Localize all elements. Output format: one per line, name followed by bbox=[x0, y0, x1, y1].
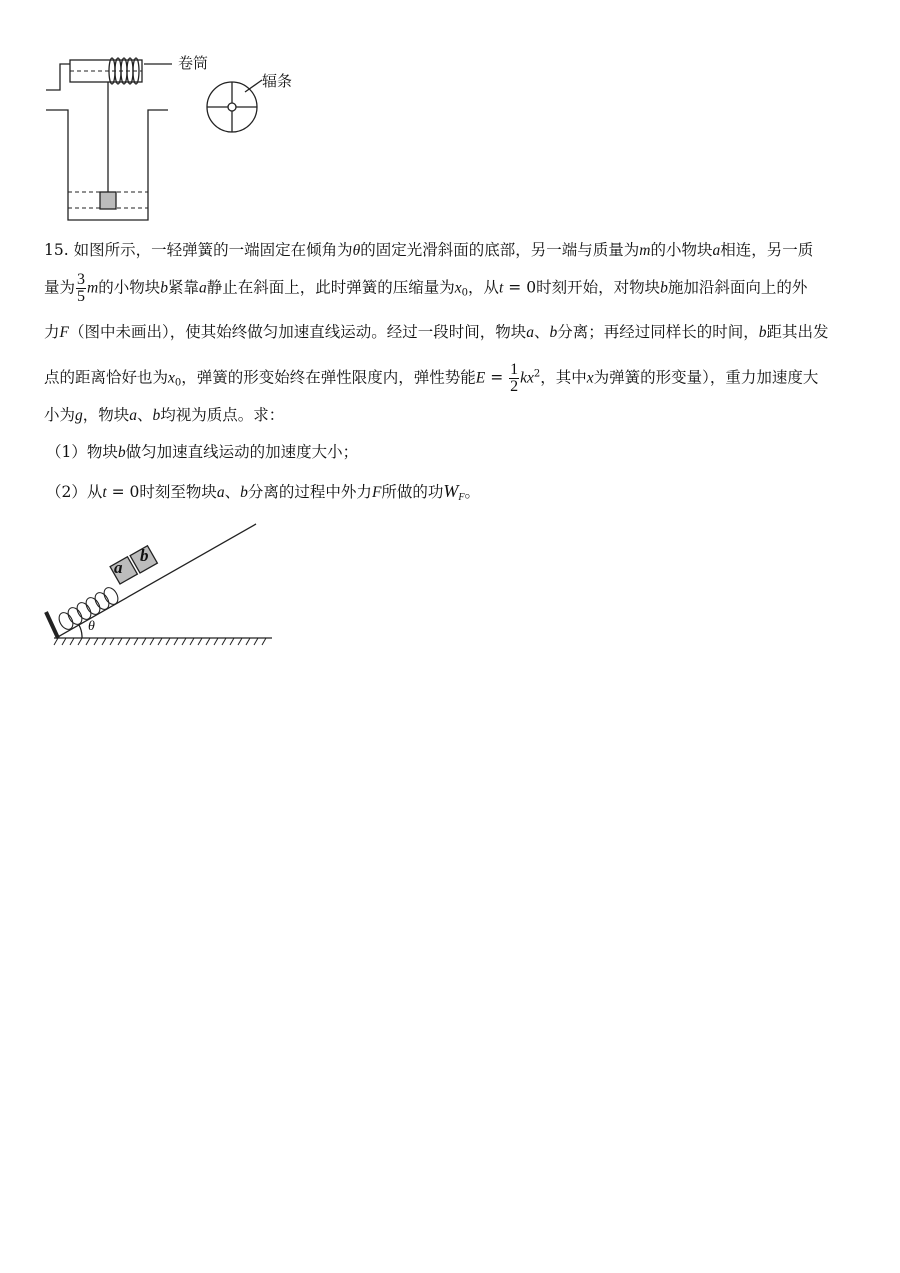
block-a-label: a bbox=[114, 558, 123, 577]
spoke-label: 辐条 bbox=[262, 72, 293, 90]
question-line-5: 小为g，物块a、b均视为质点。求： bbox=[44, 406, 285, 424]
bucket bbox=[100, 192, 116, 209]
sub-question-2: （2）从t = 0时刻至物块a、b分离的过程中外力F所做的功$W_F$。 bbox=[46, 481, 481, 503]
angle-theta-label: θ bbox=[88, 619, 95, 634]
left-support bbox=[46, 64, 70, 90]
fraction-3-5: $\frac{3}{5}$ bbox=[77, 271, 86, 305]
question-line-2: 量为 $\frac{3}{5}$ m的小物块b紧靠a静止在斜面上，此时弹簧的压缩量为$x_0$，从t = 0时刻开始，对物块b施加沿斜面向上的外 bbox=[44, 271, 808, 305]
question-line-3: 力F（图中未画出），使其始终做匀加速直线运动。经过一段时间，物块a、b分离；再经过同样长的时间，b距其出发 bbox=[44, 323, 829, 341]
sub-question-1: （1）物块b做匀加速直线运动的加速度大小； bbox=[46, 443, 359, 461]
question-line-1: 15. 如图所示，一轻弹簧的一端固定在倾角为θ的固定光滑斜面的底部，另一端与质量为m的小物块a相连，另一质 bbox=[44, 241, 814, 259]
well-reel-figure bbox=[40, 42, 320, 228]
incline-figure bbox=[40, 518, 285, 650]
incline-surface bbox=[56, 524, 256, 638]
ground-hatching bbox=[54, 638, 266, 645]
incline-diagram bbox=[40, 518, 285, 650]
question-line-4: 点的距离恰好也为$x_0$，弹簧的形变始终在弹性限度内，弹性势能E = $\frac{1}{2}$ $kx^2$，其中x为弹簧的形变量），重力加速度大 bbox=[44, 361, 819, 395]
fixed-wall bbox=[46, 612, 58, 638]
question-number: 15. bbox=[44, 241, 69, 259]
angle-arc bbox=[79, 625, 82, 638]
fraction-1-2: $\frac{1}{2}$ bbox=[510, 361, 519, 395]
reel-label: 卷筒 bbox=[178, 54, 209, 72]
block-b-label: b bbox=[140, 546, 149, 565]
